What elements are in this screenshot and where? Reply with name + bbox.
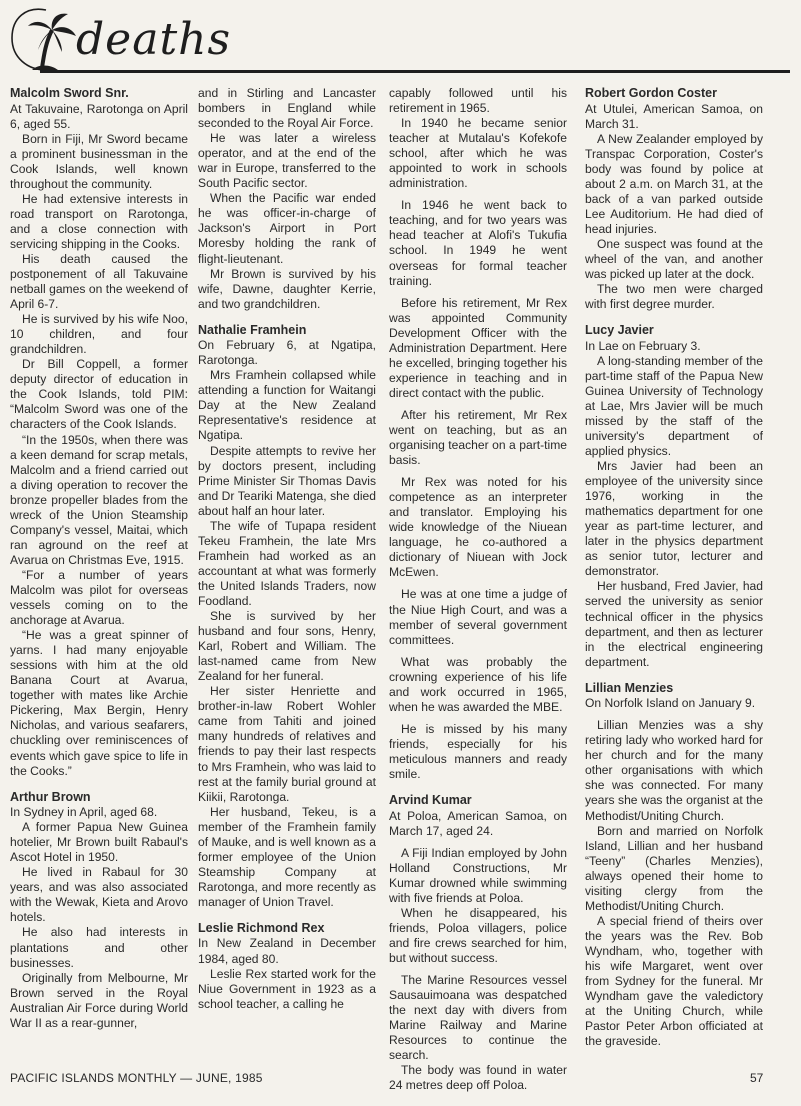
article-paragraph: The two men were charged with first degree murder.: [585, 282, 763, 312]
obituary-place-date: capably followed until his retirement in 1965.: [389, 86, 567, 116]
article-paragraph: He had extensive interests in road transport on Rarotonga, and a close connection with servicing shipping in the Cooks.: [10, 191, 188, 251]
article-paragraph: He is survived by his wife Noo, 10 children, and four grandchildren.: [10, 312, 188, 357]
article-paragraph: Born in Fiji, Mr Sword became a prominent businessman in the Cook Islands, well known throughout the community.: [10, 131, 188, 191]
article-paragraph: The Marine Resources vessel Sausauimoana was despatched the next day with divers from Marine Railway and Marine Resources to continue the search.: [389, 972, 567, 1063]
article-paragraph: Mrs Framhein collapsed while attending a function for Waitangi Day at the New Zealand Representative's residence at Ngatipa.: [198, 368, 376, 443]
obituary-name-heading: Robert Gordon Coster: [585, 86, 717, 100]
article-paragraph: In 1946 he went back to teaching, and for two years was head teacher at Alofi's Tukufia school. In 1949 he went overseas for formal teacher training.: [389, 198, 567, 288]
article-paragraph: When he disappeared, his friends, Poloa villagers, police and fire crews searched for him, but without success.: [389, 905, 567, 965]
article-paragraph: Despite attempts to revive her by doctors present, including Prime Minister Sir Thomas Davis and Dr Teariki Matenga, she died about half an hour later.: [198, 443, 376, 518]
article-paragraph: The body was found in water 24 metres deep off Poloa.: [389, 1063, 567, 1093]
article-paragraph: A long-standing member of the part-time staff of the Papua New Guinea University of Technology at Lae, Mrs Javier will be much missed by the staff of the university's department of applied physics.: [585, 353, 763, 458]
obituary-place-date: On February 6, at Ngatipa, Rarotonga.: [198, 338, 376, 368]
page-number: 57: [750, 1071, 764, 1085]
obituary-place-date: At Poloa, American Samoa, on March 17, aged 24.: [389, 808, 567, 838]
article-paragraph: She is survived by her husband and four sons, Henry, Karl, Robert and William. The last-named came from New Zealand for her funeral.: [198, 609, 376, 684]
section-title: deaths: [76, 14, 232, 65]
article-paragraph: After his retirement, Mr Rex went on teaching, but as an organising teacher on a part-time basis.: [389, 407, 567, 468]
article-paragraph: A New Zealander employed by Transpac Corporation, Coster's body was found by police at about 2 a.m. on March 31, at the back of a van parked outside Lee Auditorium. He had died of head injuries.: [585, 131, 763, 236]
obituary-place-date: In Lae on February 3.: [585, 338, 701, 353]
article-paragraph: Before his retirement, Mr Rex was appointed Community Development Officer with the Administration Department. Here he excelled, bringing together his experience in teaching and in direct contact with the public.: [389, 295, 567, 400]
article-paragraph: The wife of Tupapa resident Tekeu Framhein, the late Mrs Framhein had worked as an accountant at what was formerly the United Islands Traders, now Foodland.: [198, 518, 376, 608]
obituary-name-heading: Arthur Brown: [10, 789, 91, 804]
article-paragraph: Mr Rex was noted for his competence as an interpreter and translator. Employing his wide knowledge of the Niuean language, he co-authored a dictionary of Niuean with Jock McEwen.: [389, 475, 567, 580]
text-column-1: [10, 86, 188, 1058]
article-paragraph: What was probably the crowning experience of his life and work occurred in 1965, when he was awarded the MBE.: [389, 654, 567, 714]
article-paragraph: Mr Brown is survived by his wife, Dawne, daughter Kerrie, and two grandchildren.: [198, 266, 376, 311]
obituary-place-date: On Norfolk Island on January 9.: [585, 696, 756, 711]
article-paragraph: Dr Bill Coppell, a former deputy director of education in the Cook Islands, told PIM: “Malcolm Sword was one of the characters of the Cook Islands.: [10, 357, 188, 432]
article-paragraph: Lillian Menzies was a shy retiring lady who worked hard for her church and for the many other organisations with which she was connected. For many years she was the organist at the Methodist/Uniting Church.: [585, 718, 763, 823]
article-paragraph: Her husband, Tekeu, is a member of the Framhein family of Mauke, and is well known as a former employee of the Union Steamship Company at Rarotonga, and more recently as manager of Union Travel.: [198, 804, 376, 909]
obituary-place-date: At Takuvaine, Rarotonga on April 6, aged 55.: [10, 101, 188, 131]
obituary-name-heading: Lucy Javier: [585, 323, 654, 338]
article-paragraph: “For a number of years Malcolm was pilot for overseas vessels coming on to the anchorage at Avarua.: [10, 567, 188, 628]
obituary-name-heading: Leslie Richmond Rex: [198, 920, 325, 935]
section-header: [0, 0, 801, 80]
article-paragraph: In 1940 he became senior teacher at Mutalau's Kofekofe school, after which he was appointed to work in schools administration.: [389, 116, 567, 191]
article-paragraph: Leslie Rex started work for the Niue Government in 1923 as a school teacher, a calling he: [198, 966, 376, 1011]
article-paragraph: One suspect was found at the wheel of the van, and another was picked up later at the dock.: [585, 236, 763, 282]
article-paragraph: Born and married on Norfolk Island, Lillian and her husband “Teeny” (Charles Menzies), always opened their home to visiting clergy from the Methodist/Uniting Church.: [585, 823, 763, 913]
obituary-name-heading: Malcolm Sword Snr.: [10, 86, 129, 100]
article-paragraph: Her sister Henriette and brother-in-law Robert Wohler came from Tahiti and joined many hundreds of relatives and friends to pay their last respects to Mrs Framhein, who was laid to rest at the family burial ground at Kiikii, Rarotonga.: [198, 684, 376, 804]
footer-publication: PACIFIC ISLANDS MONTHLY — JUNE, 1985: [10, 1071, 263, 1085]
obituary-name-heading: Arvind Kumar: [389, 793, 472, 808]
article-paragraph: A former Papua New Guinea hotelier, Mr Brown built Rabaul's Ascot Hotel in 1950.: [10, 820, 188, 865]
article-paragraph: He was at one time a judge of the Niue High Court, and was a member of several government committees.: [389, 587, 567, 647]
obituary-name-heading: Nathalie Framhein: [198, 322, 307, 337]
obituary-place-date: In New Zealand in December 1984, aged 80.: [198, 936, 376, 966]
header-rule: [40, 70, 790, 73]
article-paragraph: “He was a great spinner of yarns. I had many enjoyable sessions with him at the old Banana Court at Avarua, together with mates like Archie Pickering, Max Bergin, Henry Nicholas, and various seafarers, chuckling over reminiscences of events which gave spice to life in the Cooks.”: [10, 628, 188, 778]
obituary-place-date: At Utulei, American Samoa, on March 31.: [585, 101, 763, 131]
article-paragraph: Originally from Melbourne, Mr Brown served in the Royal Australian Air Force during World War II as a rear-gunner,: [10, 970, 188, 1030]
text-column-4: [585, 86, 763, 1058]
article-paragraph: He lived in Rabaul for 30 years, and was also associated with the Wewak, Kieta and Arovo hotels.: [10, 865, 188, 925]
article-paragraph: A Fiji Indian employed by John Holland Constructions, Mr Kumar drowned while swimming with five friends at Poloa.: [389, 845, 567, 905]
article-paragraph: He is missed by his many friends, especially for his meticulous manners and ready smile.: [389, 721, 567, 781]
text-column-3: [389, 86, 567, 1093]
palm-tree-icon: [6, 4, 78, 76]
article-paragraph: Her husband, Fred Javier, had served the university as senior technical officer in the physics department, and then as lecturer in the electrical engineering department.: [585, 579, 763, 669]
text-column-2: [198, 86, 376, 1058]
article-paragraph: A special friend of theirs over the years was the Rev. Bob Wyndham, who, together with his wife Margaret, went over from Sydney for the funeral. Mr Wyndham gave the valedictory at the Uniting Church, while Pastor Peter Arbon officiated at the graveside.: [585, 913, 763, 1049]
article-paragraph: He also had interests in plantations and other businesses.: [10, 925, 188, 970]
obituary-name-heading: Lillian Menzies: [585, 680, 674, 695]
obituary-place-date: and in Stirling and Lancaster bombers in England while seconded to the Royal Air Force.: [198, 86, 376, 131]
article-paragraph: When the Pacific war ended he was officer-in-charge of Jackson's Airport in Port Moresby holding the rank of flight-lieutenant.: [198, 191, 376, 266]
article-paragraph: “In the 1950s, when there was a keen demand for scrap metals, Malcolm and a friend carried out a diving operation to recover the bronze propeller blades from the wreck of the Union Steamship Company's vessel, Maitai, which ran aground on the reef at Avarua on Christmas Eve, 1915.: [10, 432, 188, 567]
obituary-place-date: In Sydney in April, aged 68.: [10, 805, 158, 820]
article-paragraph: He was later a wireless operator, and at the end of the war in Europe, transferred to the South Pacific sector.: [198, 131, 376, 191]
article-paragraph: Mrs Javier had been an employee of the university since 1976, working in the mathematics department for one year as part-time lecturer, and later in the physics department as senior tutor, lecturer and demonstrator.: [585, 459, 763, 579]
article-paragraph: His death caused the postponement of all Takuvaine netball games on the weekend of April 6-7.: [10, 251, 188, 312]
